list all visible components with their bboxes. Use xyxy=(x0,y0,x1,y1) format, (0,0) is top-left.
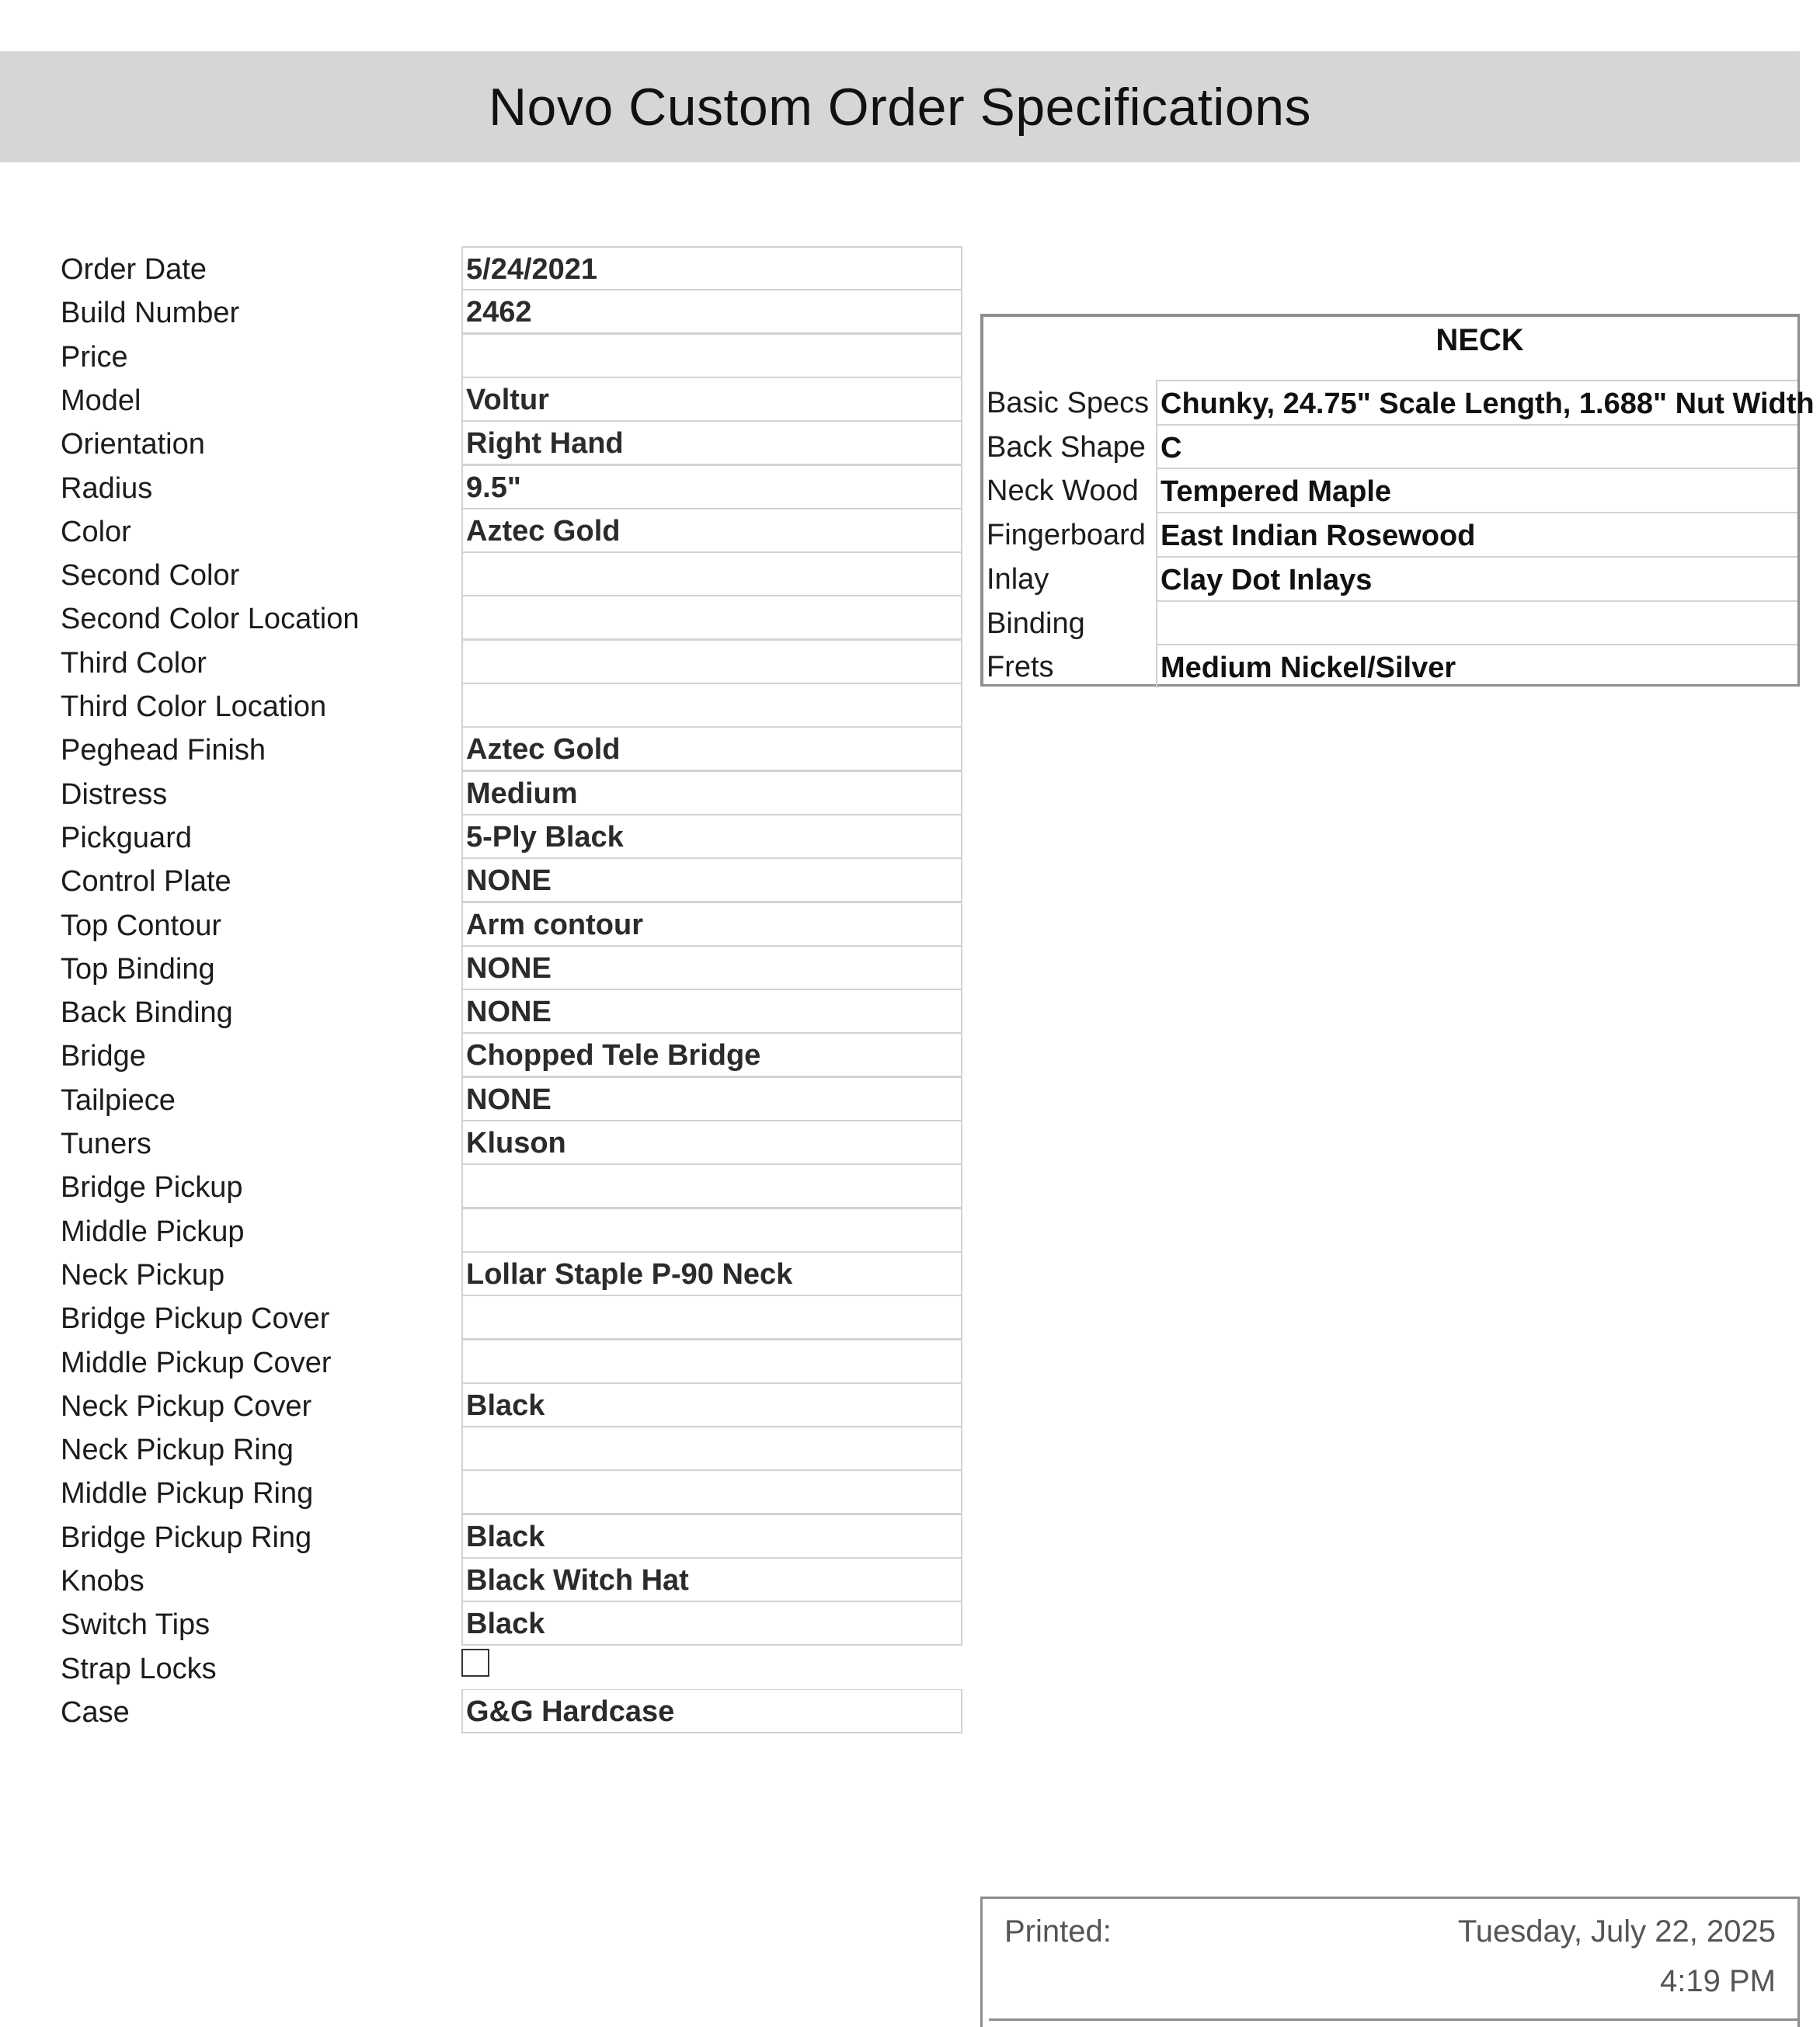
spec-row xyxy=(0,1689,963,1733)
neck-value: C xyxy=(1156,424,1797,468)
spec-label: Tailpiece xyxy=(61,1084,176,1117)
spec-value: Aztec Gold xyxy=(461,509,962,553)
spec-value xyxy=(461,683,962,728)
spec-label: Color xyxy=(61,516,131,548)
spec-value: Chopped Tele Bridge xyxy=(461,1033,962,1077)
spec-label: Neck Pickup Ring xyxy=(61,1434,294,1466)
neck-label: Neck Wood xyxy=(987,475,1139,507)
spec-value xyxy=(461,596,962,640)
spec-row xyxy=(0,1558,963,1601)
spec-label: Radius xyxy=(61,472,153,505)
spec-label: Top Contour xyxy=(61,909,222,942)
spec-label: Pickguard xyxy=(61,822,192,854)
spec-value: NONE xyxy=(461,989,962,1034)
spec-value: Black xyxy=(461,1601,962,1646)
spec-label: Price xyxy=(61,341,128,374)
spec-row xyxy=(0,815,963,858)
spec-value: NONE xyxy=(461,858,962,902)
spec-value: Black Witch Hat xyxy=(461,1558,962,1602)
strap-locks-checkbox[interactable] xyxy=(461,1649,489,1677)
page-title: Novo Custom Order Specifications xyxy=(488,77,1312,137)
neck-row xyxy=(983,468,1797,512)
spec-label: Knobs xyxy=(61,1565,144,1598)
spec-value: Aztec Gold xyxy=(461,727,962,771)
spec-value xyxy=(461,1470,962,1514)
spec-label: Switch Tips xyxy=(61,1608,211,1641)
spec-label: Strap Locks xyxy=(61,1653,217,1685)
spec-label: Third Color xyxy=(61,647,207,680)
spec-row xyxy=(0,1077,963,1121)
spec-row xyxy=(0,640,963,683)
spec-label: Model xyxy=(61,384,141,417)
spec-row xyxy=(0,989,963,1033)
spec-row xyxy=(0,1033,963,1076)
spec-label: Neck Pickup xyxy=(61,1259,225,1292)
spec-row xyxy=(0,421,963,464)
spec-row xyxy=(0,1427,963,1470)
spec-value: NONE xyxy=(461,1077,962,1121)
spec-value xyxy=(461,1427,962,1471)
spec-value: G&G Hardcase xyxy=(461,1689,962,1733)
spec-value: Arm contour xyxy=(461,902,962,947)
spec-value: Black xyxy=(461,1514,962,1559)
printed-box xyxy=(980,1897,1800,2027)
neck-value: Chunky, 24.75" Scale Length, 1.688" Nut Width xyxy=(1156,380,1797,424)
neck-row xyxy=(983,424,1797,468)
spec-label: Case xyxy=(61,1696,130,1729)
printed-time: 4:19 PM xyxy=(1660,1964,1776,1998)
neck-value xyxy=(1156,600,1797,645)
spec-label: Bridge Pickup xyxy=(61,1171,243,1204)
neck-label: Inlay xyxy=(987,563,1049,596)
spec-row xyxy=(0,509,963,552)
spec-label: Third Color Location xyxy=(61,690,327,723)
spec-row xyxy=(0,1340,963,1383)
printed-date: Tuesday, July 22, 2025 xyxy=(1457,1914,1776,1949)
neck-row xyxy=(983,512,1797,556)
spec-label: Top Binding xyxy=(61,953,215,986)
spec-label: Tuners xyxy=(61,1128,151,1160)
spec-label: Bridge Pickup Cover xyxy=(61,1302,330,1335)
spec-value: Black xyxy=(461,1383,962,1427)
spec-label: Middle Pickup Ring xyxy=(61,1477,314,1510)
spec-label: Middle Pickup Cover xyxy=(61,1347,332,1379)
spec-row xyxy=(0,1252,963,1295)
spec-value: NONE xyxy=(461,946,962,990)
spec-row xyxy=(0,771,963,815)
neck-value: Tempered Maple xyxy=(1156,468,1797,512)
spec-row xyxy=(0,1208,963,1252)
spec-value: 5-Ply Black xyxy=(461,815,962,859)
spec-label: Back Binding xyxy=(61,996,233,1029)
spec-value: Kluson xyxy=(461,1121,962,1165)
spec-row xyxy=(0,1646,963,1689)
spec-row xyxy=(0,1383,963,1427)
spec-value: 9.5" xyxy=(461,465,962,509)
neck-label: Basic Specs xyxy=(987,387,1150,419)
spec-value: Lollar Staple P-90 Neck xyxy=(461,1252,962,1296)
neck-row xyxy=(983,380,1815,424)
neck-row xyxy=(983,556,1797,600)
neck-value: Medium Nickel/Silver xyxy=(1156,644,1797,688)
spec-row xyxy=(0,1295,963,1339)
spec-value: 5/24/2021 xyxy=(461,246,962,290)
spec-value: Voltur xyxy=(461,377,962,422)
spec-value xyxy=(461,552,962,596)
spec-label: Control Plate xyxy=(61,865,231,898)
spec-label: Build Number xyxy=(61,297,240,329)
spec-value xyxy=(461,1295,962,1340)
spec-row xyxy=(0,465,963,509)
neck-heading: NECK xyxy=(1435,323,1524,357)
spec-row xyxy=(0,596,963,639)
spec-row xyxy=(0,1601,963,1645)
spec-label: Orientation xyxy=(61,428,205,461)
spec-label: Second Color xyxy=(61,559,240,592)
neck-value: Clay Dot Inlays xyxy=(1156,556,1797,600)
spec-row xyxy=(0,1470,963,1514)
neck-label: Binding xyxy=(987,607,1085,640)
neck-table xyxy=(980,314,1815,687)
title-banner xyxy=(0,51,1800,162)
neck-value: East Indian Rosewood xyxy=(1156,512,1797,556)
spec-value xyxy=(461,1208,962,1253)
spec-row xyxy=(0,683,963,727)
spec-label: Middle Pickup xyxy=(61,1215,245,1248)
spec-label: Order Date xyxy=(61,253,207,286)
spec-value xyxy=(461,334,962,378)
spec-row xyxy=(0,377,963,421)
spec-row xyxy=(0,858,963,902)
spec-row xyxy=(0,902,963,946)
spec-row xyxy=(0,1514,963,1558)
neck-row xyxy=(983,644,1797,688)
spec-value xyxy=(461,1340,962,1384)
spec-value: Medium xyxy=(461,771,962,815)
spec-label: Peghead Finish xyxy=(61,734,266,767)
spec-row xyxy=(0,946,963,989)
spec-row xyxy=(0,552,963,596)
spec-value xyxy=(461,1164,962,1208)
spec-label: Neck Pickup Cover xyxy=(61,1390,312,1423)
spec-label: Bridge xyxy=(61,1040,146,1073)
spec-row xyxy=(0,1164,963,1208)
spec-value: Right Hand xyxy=(461,421,962,465)
spec-label: Distress xyxy=(61,778,168,811)
spec-value: 2462 xyxy=(461,290,962,334)
neck-row xyxy=(983,600,1797,645)
spec-row xyxy=(0,334,963,377)
spec-row xyxy=(0,1121,963,1164)
neck-label: Fingerboard xyxy=(987,519,1146,551)
spec-row xyxy=(0,290,963,333)
spec-label: Bridge Pickup Ring xyxy=(61,1521,312,1554)
spec-row xyxy=(0,727,963,770)
spec-value xyxy=(461,640,962,684)
neck-label: Frets xyxy=(987,651,1054,683)
spec-row xyxy=(0,246,963,290)
printed-label: Printed: xyxy=(1004,1914,1112,1949)
neck-label: Back Shape xyxy=(987,431,1146,464)
spec-label: Second Color Location xyxy=(61,603,360,635)
